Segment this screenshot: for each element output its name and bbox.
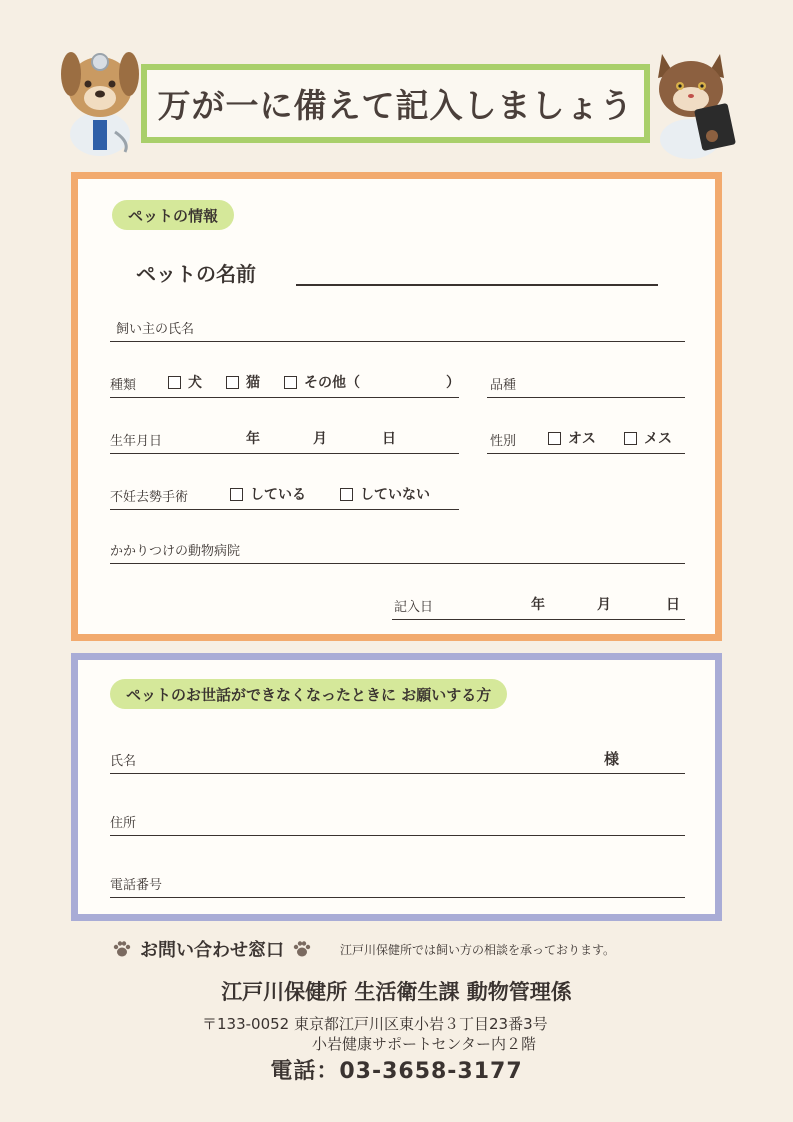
vet-label: かかりつけの動物病院 <box>110 544 241 559</box>
sex-female-checkbox[interactable] <box>624 428 672 448</box>
owner-name-label: 飼い主の氏名 <box>116 322 195 337</box>
sex-field <box>487 453 685 454</box>
caretaker-address-field[interactable] <box>110 835 685 836</box>
paw-icon <box>292 940 312 958</box>
address-line-1: 〒133-0052 東京都江戸川区東小岩３丁目23番3号 <box>202 1015 548 1033</box>
birth-year-unit: 年 <box>246 431 260 447</box>
contact-heading-row <box>104 936 615 962</box>
breed-field[interactable] <box>487 397 685 398</box>
organization-name: 江戸川保健所 生活衛生課 動物管理係 <box>221 980 572 1004</box>
vet-field[interactable] <box>110 563 685 564</box>
sex-female-label: メス <box>644 431 672 447</box>
caretaker-pill: ペットのお世話ができなくなったときに お願いする方 <box>110 679 507 709</box>
caretaker-name-field[interactable] <box>110 773 685 774</box>
pet-info-pill: ペットの情報 <box>112 200 234 230</box>
entry-month-unit: 月 <box>597 597 611 613</box>
birthdate-label: 生年月日 <box>110 434 163 449</box>
caretaker-address-label: 住所 <box>110 816 137 831</box>
entry-day-unit: 日 <box>666 597 680 613</box>
pet-info-section <box>71 172 722 641</box>
title-banner <box>141 64 650 143</box>
species-dog-label: 犬 <box>188 375 202 391</box>
species-label: 種類 <box>110 378 137 393</box>
paw-icon <box>112 940 132 958</box>
address-line-2: 小岩健康サポートセンター内２階 <box>312 1035 536 1053</box>
species-dog-checkbox[interactable] <box>168 372 202 392</box>
entry-date-label: 記入日 <box>394 600 434 615</box>
neuter-label: 不妊去勢手術 <box>110 490 189 505</box>
owner-name-field[interactable] <box>110 341 685 342</box>
caretaker-phone-field[interactable] <box>110 897 685 898</box>
neuter-field <box>110 509 459 510</box>
sex-male-label: オス <box>568 431 596 447</box>
breed-label: 品種 <box>490 378 517 393</box>
species-field <box>110 397 459 398</box>
birthdate-field[interactable] <box>110 453 459 454</box>
honorific-label: 様 <box>604 750 620 768</box>
species-cat-label: 猫 <box>246 375 260 391</box>
sex-label: 性別 <box>490 434 517 449</box>
cat-doctor-icon <box>650 44 740 159</box>
caretaker-phone-label: 電話番号 <box>110 878 163 893</box>
neuter-yes-checkbox[interactable] <box>230 484 306 504</box>
birth-day-unit: 日 <box>382 431 396 447</box>
species-other-checkbox[interactable] <box>284 372 360 392</box>
page-title: 万が一に備えて記入しましょう <box>147 70 644 137</box>
pet-name-field[interactable] <box>296 284 658 286</box>
species-other-label: その他（ <box>304 375 360 391</box>
entry-date-field[interactable] <box>392 619 685 620</box>
species-other-close-paren: ） <box>446 375 460 391</box>
neuter-no-label: していない <box>360 487 430 503</box>
caretaker-name-label: 氏名 <box>110 754 137 769</box>
sex-male-checkbox[interactable] <box>548 428 596 448</box>
contact-title: お問い合わせ窓口 <box>140 940 284 961</box>
phone-number: 電話：03-3658-3177 <box>270 1059 523 1084</box>
contact-note: 江戸川保健所では飼い方の相談を承っております。 <box>340 942 616 957</box>
birth-month-unit: 月 <box>313 431 327 447</box>
neuter-no-checkbox[interactable] <box>340 484 430 504</box>
entry-year-unit: 年 <box>531 597 545 613</box>
pet-name-label: ペットの名前 <box>136 262 256 286</box>
neuter-yes-label: している <box>250 487 306 503</box>
species-cat-checkbox[interactable] <box>226 372 260 392</box>
dog-doctor-icon <box>55 42 145 157</box>
